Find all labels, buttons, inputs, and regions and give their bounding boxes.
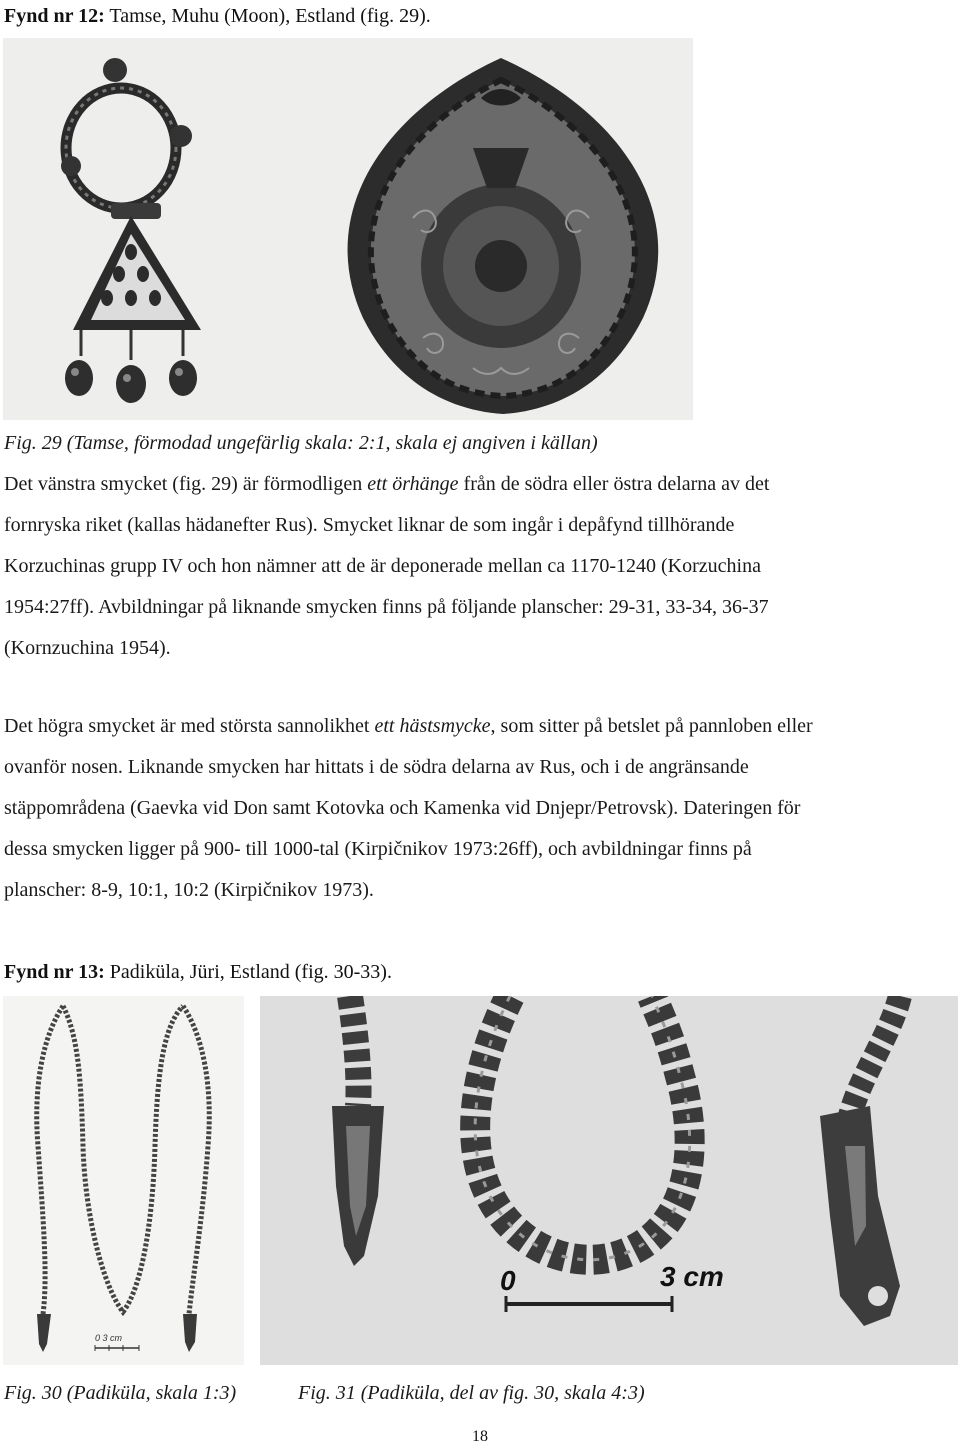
paragraph-2-line-4: dessa smycken ligger på 900- till 1000-tal (Kirpičnikov 1973:26ff), och avbildningar finns på <box>4 838 752 860</box>
figure-31-image <box>260 996 958 1365</box>
figure-30-photo <box>3 996 244 1365</box>
text-segment: Det högra smycket är med största sannolikhet <box>4 715 375 737</box>
paragraph-2 <box>0 706 960 916</box>
paragraph-2-line-2: ovanför nosen. Liknande smycken har hittats i de södra delarna av Rus, och i de angränsande <box>4 756 749 778</box>
paragraph-1-line-1 <box>4 464 770 505</box>
figure-31-scale-cm: 3 cm <box>660 1261 724 1292</box>
figure-29-caption: Fig. 29 (Tamse, förmodad ungefärlig skala: 2:1, skala ej angiven i källan) <box>4 432 598 454</box>
figure-31-photo <box>260 996 958 1365</box>
figure-29-image <box>3 38 693 420</box>
text-segment: från de södra eller östra delarna av det <box>458 473 770 495</box>
paragraph-1 <box>0 464 960 674</box>
paragraph-1-line-3: Korzuchinas grupp IV och hon nämner att de är deponerade mellan ca 1170-1240 (Korzuchina <box>4 555 761 577</box>
heading-label: Fynd nr 13: <box>4 961 105 983</box>
paragraph-2-line-1 <box>4 706 813 747</box>
figure-30-caption: Fig. 30 (Padiküla, skala 1:3) <box>4 1382 237 1404</box>
paragraph-1-line-2: fornryska riket (kallas hädanefter Rus). Smycket liknar de som ingår i depåfynd tillhörande <box>4 514 735 536</box>
page-number: 18 <box>472 1428 488 1445</box>
emphasis-earring: ett örhänge <box>367 473 459 495</box>
text-segment: Det vänstra smycket (fig. 29) är förmodligen <box>4 473 368 495</box>
figure-31-caption: Fig. 31 (Padiküla, del av fig. 30, skala 4:3) <box>298 1382 645 1404</box>
figure-30-scale-text: 0 3 cm <box>95 1333 123 1343</box>
heading-label: Fynd nr 12: <box>4 5 105 27</box>
heading-text: Padiküla, Jüri, Estland (fig. 30-33). <box>104 961 392 983</box>
paragraph-2-line-3: stäppområdena (Gaevka vid Don samt Kotovka och Kamenka vid Dnjepr/Petrovsk). Dateringen för <box>4 797 801 819</box>
text-segment: , som sitter på betslet på pannloben eller <box>490 715 813 737</box>
emphasis-horse-ornament: ett hästsmycke <box>374 715 491 737</box>
paragraph-1-line-5: (Kornzuchina 1954). <box>4 637 171 659</box>
paragraph-2-line-5: planscher: 8-9, 10:1, 10:2 (Kirpičnikov 1973). <box>4 879 374 901</box>
figure-30-image <box>3 996 244 1365</box>
earring-illustration <box>61 58 201 403</box>
figure-29-photo <box>3 38 693 420</box>
heading-text: Tamse, Muhu (Moon), Estland (fig. 29). <box>104 5 431 27</box>
heading-fynd-12 <box>4 4 431 28</box>
figure-31-scale-zero: 0 <box>500 1265 516 1296</box>
paragraph-1-line-4: 1954:27ff). Avbildningar på liknande smycken finns på följande planscher: 29-31, 33-34, 36-37 <box>4 596 769 618</box>
horse-ornament-illustration <box>348 58 659 414</box>
heading-fynd-13 <box>4 960 392 984</box>
